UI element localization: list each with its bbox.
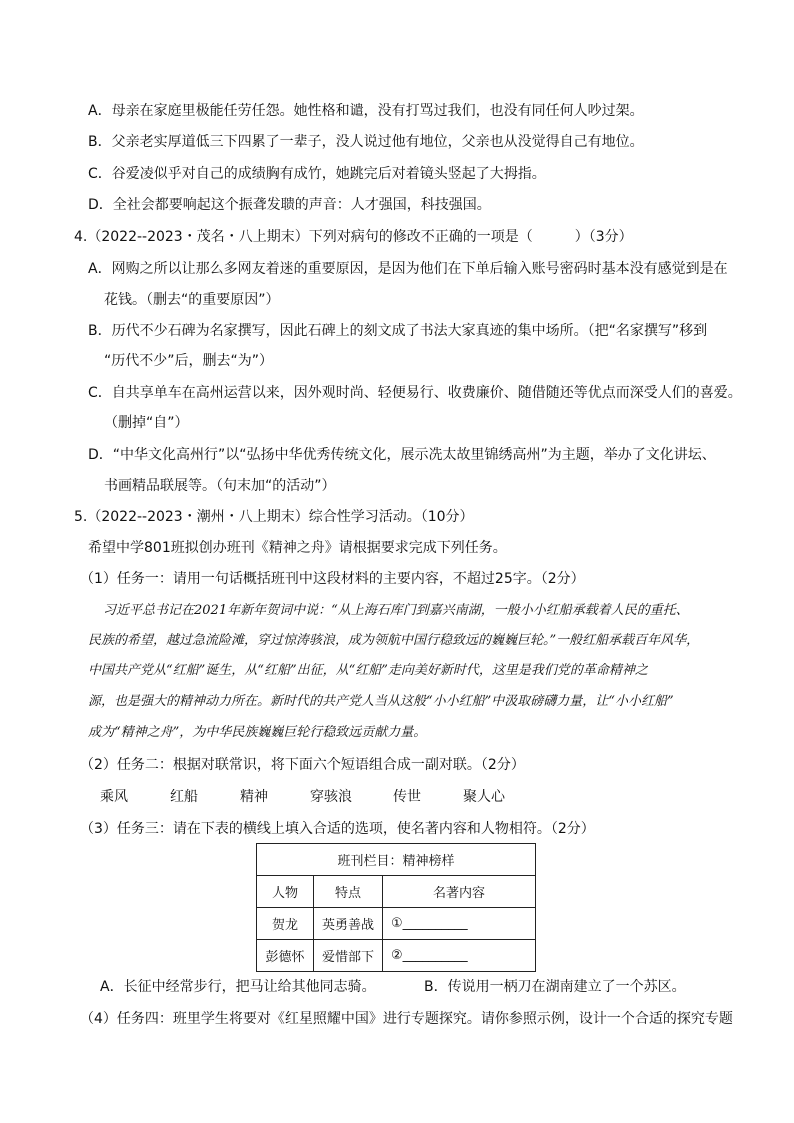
- role-model-table: [256, 843, 536, 972]
- q5-task3: （3）任务三：请在下表的横线上填入合适的选项，使名著内容和人物相符。（2分）: [80, 821, 595, 837]
- q4-option-b-line1: B．历代不少石碑为名家撰写，因此石碑上的刻文成了书法大家真迹的集中场所。（把“名家撰写”移到: [88, 323, 708, 339]
- q4-stem: 4.（2022--2023・茂名・八上期末）下列对病句的修改不正确的一项是（ ）（3分）: [74, 229, 633, 245]
- q4-option-d-line1: D．“中华文化高州行”以“弘扬中华优秀传统文化，展示冼太故里锦绣高州”为主题，举办了文化讲坛、: [88, 447, 716, 463]
- passage-line: 中国共产党从“红船”诞生，从“红船”出征，从“红船”走向美好新时代，这里是我们党的革命精神之: [88, 663, 648, 678]
- passage-line: 源，也是强大的精神动力所在。新时代的共产党人当从这般“小小红船”中汲取磅礴力量，让“小小红船”: [88, 694, 674, 709]
- task3-option-a: A．长征中经常步行，把马让给其他同志骑。: [100, 979, 376, 995]
- table-cell: 贺龙: [257, 908, 314, 940]
- passage-line: 成为“精神之舟”，为中华民族巍巍巨轮行稳致远贡献力量。: [88, 725, 427, 740]
- answer-blank: ①__________: [383, 908, 536, 940]
- passage-line: 民族的希望，越过急流险滩，穿过惊涛骇浪，成为领航中国行稳致远的巍巍巨轮。”一般红船承载百年风华，: [88, 633, 700, 648]
- answer-blank: ②__________: [383, 940, 536, 972]
- table-cell: 爱惜部下: [314, 940, 383, 972]
- table-header: 名著内容: [383, 876, 536, 908]
- phrase-term: 穿骇浪: [310, 789, 352, 805]
- q4-option-d-line2: 书画精品联展等。（句末加“的活动”）: [104, 478, 336, 494]
- table-header-row: [257, 876, 536, 908]
- task3-option-b: B．传说用一柄刀在湖南建立了一个苏区。: [424, 979, 686, 995]
- phrase-term: 精神: [240, 789, 268, 805]
- table-row: [257, 940, 536, 972]
- q5-task2: （2）任务二：根据对联常识，将下面六个短语组合成一副对联。（2分）: [80, 757, 525, 773]
- table-row: [257, 908, 536, 940]
- q5-intro: 希望中学801班拟创办班刊《精神之舟》请根据要求完成下列任务。: [88, 540, 507, 556]
- q4-option-c-line2: （删掉“自”）: [104, 415, 189, 431]
- table-cell: 彭德怀: [257, 940, 314, 972]
- table-title: 班刊栏目：精神榜样: [257, 844, 536, 876]
- table-cell: 英勇善战: [314, 908, 383, 940]
- q5-task1: （1）任务一：请用一句话概括班刊中这段材料的主要内容，不超过25字。（2分）: [80, 571, 585, 587]
- phrase-term: 聚人心: [463, 789, 505, 805]
- phrase-term: 传世: [393, 789, 421, 805]
- q4-option-a-line2: 花钱。（删去“的重要原因”）: [104, 292, 280, 308]
- q3-option-c: C．谷爱凌似乎对自己的成绩胸有成竹，她跳完后对着镜头竖起了大拇指。: [88, 166, 546, 182]
- q5-stem: 5.（2022--2023・潮州・八上期末）综合性学习活动。（10分）: [74, 509, 474, 525]
- q4-option-c-line1: C．自共享单车在高州运营以来，因外观时尚、轻便易行、收费廉价、随借随还等优点而深受人们的喜爱。: [88, 385, 742, 401]
- q4-option-b-line2: “历代不少”后，删去“为”）: [104, 353, 274, 369]
- table-title-row: [257, 844, 536, 876]
- q3-option-a: A．母亲在家庭里极能任劳任怨。她性格和谴，没有打骂过我们，也没有同任何人吵过架。: [88, 103, 644, 119]
- phrase-term: 乘风: [100, 789, 128, 805]
- table-header: 人物: [257, 876, 314, 908]
- phrase-term: 红船: [170, 789, 198, 805]
- table-header: 特点: [314, 876, 383, 908]
- q5-task4: （4）任务四：班里学生将要对《红星照耀中国》进行专题探究。请你参照示例，设计一个合适的探究专题: [80, 1011, 733, 1027]
- q3-option-d: D．全社会都要响起这个振聋发聩的声音：人才强国，科技强国。: [88, 197, 491, 213]
- passage-line: 习近平总书记在2021年新年贺词中说：“从上海石库门到嘉兴南湖，一般小小红船承载着人民的重托、: [103, 603, 689, 618]
- q3-option-b: B．父亲老实厚道低三下四累了一辈子，没人说过他有地位，父亲也从没觉得自己有地位。: [88, 134, 644, 150]
- q4-option-a-line1: A．网购之所以让那么多网友着迷的重要原因，是因为他们在下单后输入账号密码时基本没有感觉到是在: [88, 261, 728, 277]
